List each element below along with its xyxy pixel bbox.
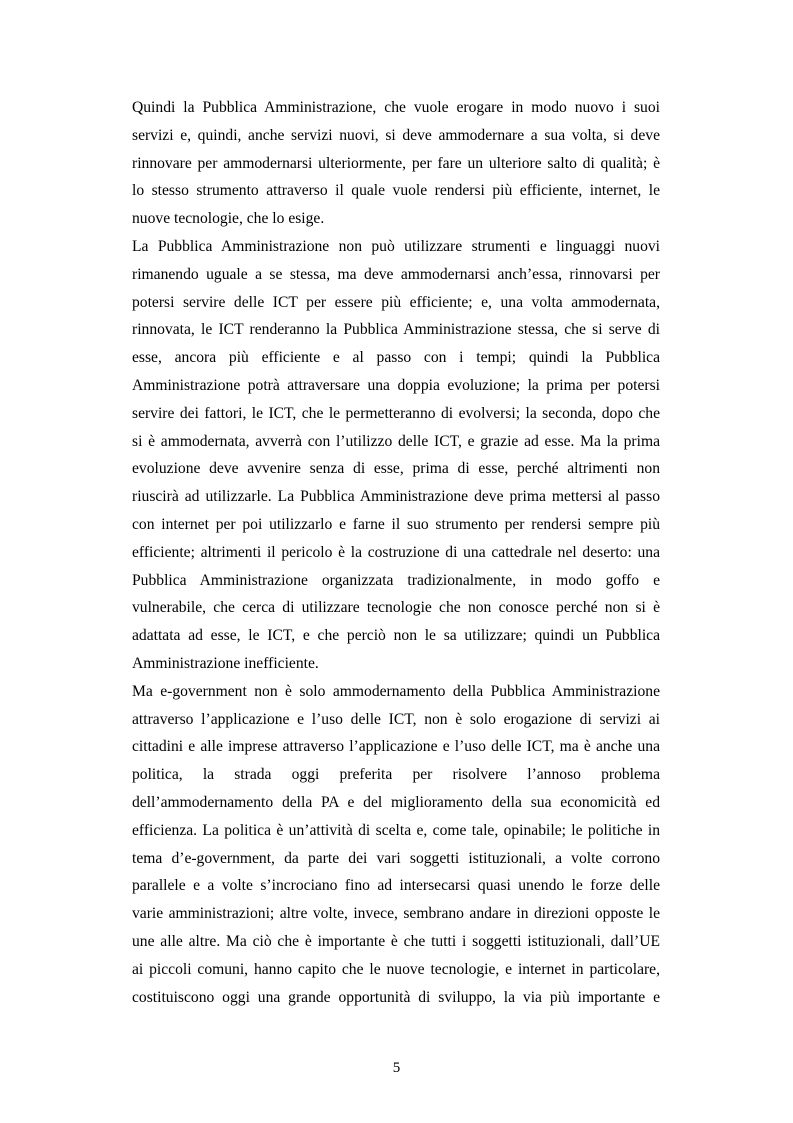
text-line: La Pubblica Amministrazione non può utilizzare strumenti e linguaggi nuovi — [132, 237, 660, 255]
text-line: evoluzione deve avvenire senza di esse, prima di esse, perché altrimenti non — [132, 460, 660, 478]
text-line: efficienza. La politica è un’attività di scelta e, come tale, opinabile; le politiche in — [132, 821, 660, 839]
text-line: Amministrazione inefficiente. — [132, 654, 319, 672]
text-line: rinnovata, le ICT renderanno la Pubblica Amministrazione stessa, che si serve di — [132, 321, 660, 339]
text-line: riuscirà ad utilizzarle. La Pubblica Amministrazione deve prima mettersi al passo — [132, 488, 660, 506]
text-line: attraverso l’applicazione e l’uso delle ICT, non è solo erogazione di servizi ai — [132, 710, 660, 728]
text-line: dell’ammodernamento della PA e del miglioramento della sua economicità ed — [132, 793, 660, 811]
text-line: rimanendo uguale a se stessa, ma deve ammodernarsi anch’essa, rinnovarsi per — [132, 265, 660, 283]
page-number: 5 — [392, 1060, 401, 1076]
text-line: si è ammodernata, avverrà con l’utilizzo delle ICT, e grazie ad esse. Ma la prima — [132, 432, 660, 450]
body-text — [132, 94, 660, 1011]
text-line: esse, ancora più efficiente e al passo con i tempi; quindi la Pubblica — [132, 349, 660, 367]
text-line: Amministrazione potrà attraversare una doppia evoluzione; la prima per potersi — [132, 376, 660, 394]
text-line: costituiscono oggi una grande opportunità di sviluppo, la via più importante e — [132, 988, 660, 1006]
text-line: adattata ad esse, le ICT, e che perciò non le sa utilizzare; quindi un Pubblica — [132, 627, 660, 645]
text-line: con internet per poi utilizzarlo e farne il suo strumento per rendersi sempre più — [132, 515, 660, 533]
text-line: Quindi la Pubblica Amministrazione, che vuole erogare in modo nuovo i suoi — [132, 99, 660, 116]
text-line: rinnovare per ammodernarsi ulteriormente, per fare un ulteriore salto di qualità; è — [132, 154, 660, 172]
text-line: potersi servire delle ICT per essere più efficiente; e, una volta ammodernata, — [132, 293, 660, 311]
text-line: lo stesso strumento attraverso il quale vuole rendersi più efficiente, internet, le — [132, 182, 660, 200]
text-line: efficiente; altrimenti il pericolo è la costruzione di una cattedrale nel deserto: una — [132, 543, 660, 561]
text-line: servire dei fattori, le ICT, che le permetteranno di evolversi; la seconda, dopo che — [132, 404, 660, 422]
text-line: Pubblica Amministrazione organizzata tradizionalmente, in modo goffo e — [132, 571, 660, 589]
text-line: vulnerabile, che cerca di utilizzare tecnologie che non conosce perché non si è — [132, 599, 660, 617]
text-line: ai piccoli comuni, hanno capito che le nuove tecnologie, e internet in particolare, — [132, 960, 660, 978]
text-line: nuove tecnologie, che lo esige. — [132, 210, 325, 228]
paragraph — [132, 94, 660, 233]
paragraph — [132, 233, 660, 678]
text-line: cittadini e alle imprese attraverso l’applicazione e l’uso delle ICT, ma è anche una — [132, 738, 660, 756]
text-line: servizi e, quindi, anche servizi nuovi, si deve ammodernare a sua volta, si deve — [132, 126, 660, 144]
text-line: parallele e a volte s’incrociano fino ad intersecarsi quasi unendo le forze delle — [132, 877, 660, 895]
text-line: politica, la strada oggi preferita per risolvere l’annoso problema — [132, 766, 660, 784]
text-line: varie amministrazioni; altre volte, invece, sembrano andare in direzioni opposte le — [132, 905, 660, 923]
paragraph — [132, 678, 660, 1012]
text-line: tema d’e-government, da parte dei vari soggetti istituzionali, a volte corrono — [132, 849, 660, 867]
text-line: Ma e-government non è solo ammodernamento della Pubblica Amministrazione — [132, 682, 660, 700]
text-line: une alle altre. Ma ciò che è importante è che tutti i soggetti istituzionali, dall’UE — [132, 932, 660, 950]
